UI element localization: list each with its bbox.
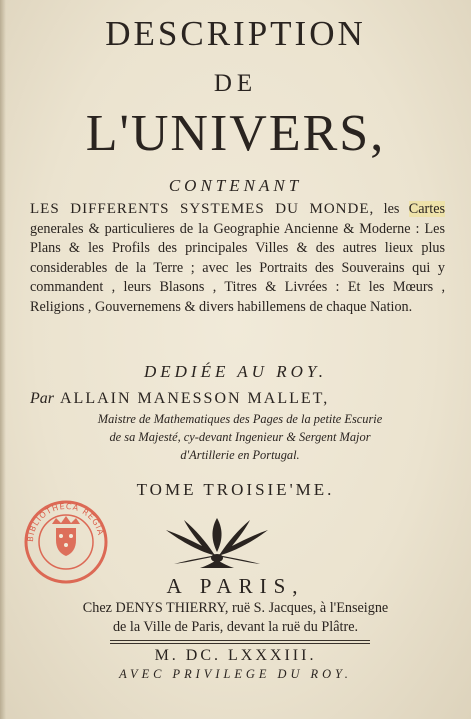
- royal-privilege: AVEC PRIVILEGE DU ROY.: [119, 667, 352, 681]
- library-stamp-icon: [22, 498, 110, 586]
- svg-text:BIBLIOTHECA REGIA: BIBLIOTHECA REGIA: [25, 501, 106, 543]
- publisher-line-1: Chez DENYS THIERRY, ruë S. Jacques, à l'Enseigne: [82, 600, 389, 616]
- floral-ornament-icon: [160, 512, 274, 570]
- author-par: Par: [30, 390, 54, 407]
- volume-label: TOME TROISIE'ME.: [136, 480, 335, 499]
- divider-rule-bottom: [110, 643, 370, 644]
- dedication: DEDIÉE AU ROY.: [143, 362, 328, 381]
- title-de: DE: [213, 70, 258, 97]
- contents-highlight: Cartes: [408, 201, 446, 217]
- contents-pre: les: [383, 201, 409, 217]
- publisher-line-2: de la Ville de Paris, devant la ruë du Plâtre.: [112, 619, 359, 635]
- publication-date: M. DC. LXXXIII.: [154, 647, 317, 664]
- author-name: ALLAIN MANESSON MALLET,: [60, 390, 330, 407]
- contents-lead: LES DIFFERENTS SYSTEMES DU MONDE,: [30, 201, 375, 217]
- author-title-1: Maistre de Mathematiques des Pages de la petite Escurie: [97, 412, 383, 426]
- title-univers: L'UNIVERS,: [85, 105, 386, 162]
- title-description: DESCRIPTION: [105, 14, 366, 53]
- author-line: [30, 390, 450, 408]
- author-title-2: de sa Majesté, cy-devant Ingenieur & Sergent Major: [109, 430, 371, 444]
- divider-rule-top: [110, 640, 370, 641]
- publisher-city: A PARIS,: [166, 574, 305, 598]
- author-title-3: d'Artillerie en Portugal.: [180, 448, 300, 462]
- title-contenant: CONTENANT: [168, 176, 303, 195]
- contents-rest: generales & particulieres de la Geographie Ancienne & Moderne : Les Plans & les Profils des principales Villes & des autres lieux plus considerables de la Terre ; avec les Portraits des Souverains qui y commandent , leurs Blasons , Titres & Livrées : Et les Mœurs , Religions , Gouvernemens & divers habillemens de chaque Nation.: [30, 220, 445, 315]
- contents-paragraph: [30, 200, 445, 317]
